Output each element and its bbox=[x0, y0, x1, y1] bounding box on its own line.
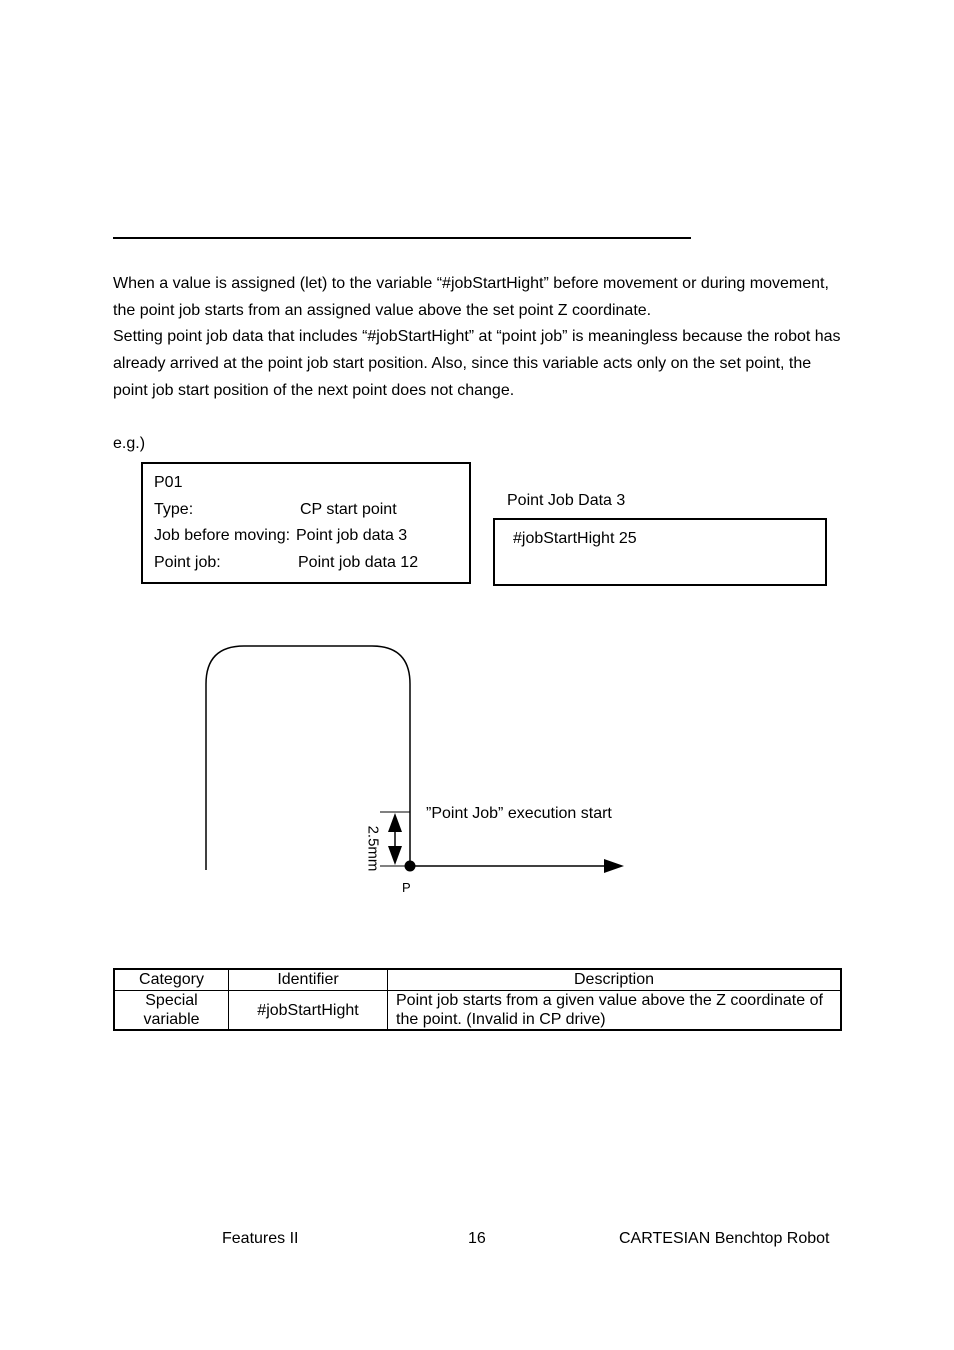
page-number: 16 bbox=[468, 1230, 486, 1247]
example-label: e.g.) bbox=[113, 435, 146, 452]
dimension-arrow-down bbox=[388, 846, 402, 865]
point-job-value: Point job data 12 bbox=[298, 554, 419, 571]
dimension-arrow-up bbox=[388, 813, 402, 832]
cell-category: Special variable bbox=[114, 991, 229, 1031]
point-job-data-label: Point Job Data 3 bbox=[507, 492, 626, 509]
paragraph-2: Setting point job data that includes “#jobStartHight” at “point job” is meaningless because the robot has already arrived at the point job start position. Also, since this variable acts only on the set point, the point job start position of the next point does not change. bbox=[113, 328, 841, 399]
cell-identifier: #jobStartHight bbox=[229, 991, 388, 1031]
table-row bbox=[114, 991, 841, 1031]
dimension-label: 2.5mm bbox=[364, 825, 382, 872]
header-category: Category bbox=[114, 969, 229, 991]
variable-spec-table bbox=[113, 968, 842, 1031]
execution-start-annotation: ”Point Job” execution start bbox=[426, 805, 612, 822]
paragraph-1: When a value is assigned (let) to the variable “#jobStartHight” before movement or during movement, the point job starts from an assigned value above the set point Z coordinate. bbox=[113, 275, 829, 319]
point-p-marker bbox=[405, 861, 416, 872]
header-description: Description bbox=[388, 969, 842, 991]
footer-section: Features II bbox=[222, 1230, 299, 1247]
point-job-data-content: #jobStartHight 25 bbox=[513, 530, 637, 547]
point-label: P bbox=[402, 880, 411, 895]
table-header-row bbox=[114, 969, 841, 991]
footer-product: CARTESIAN Benchtop Robot bbox=[619, 1230, 830, 1247]
type-value: CP start point bbox=[300, 501, 397, 518]
type-label: Type: bbox=[154, 501, 194, 518]
point-job-label: Point job: bbox=[154, 554, 221, 571]
job-before-moving-value: Point job data 3 bbox=[296, 527, 408, 544]
point-title: P01 bbox=[154, 474, 183, 491]
header-identifier: Identifier bbox=[229, 969, 388, 991]
job-before-moving-label: Job before moving: bbox=[154, 527, 291, 544]
travel-arrow-head bbox=[604, 859, 624, 873]
cell-description: Point job starts from a given value above the Z coordinate of the point. (Invalid in CP drive) bbox=[388, 991, 842, 1031]
